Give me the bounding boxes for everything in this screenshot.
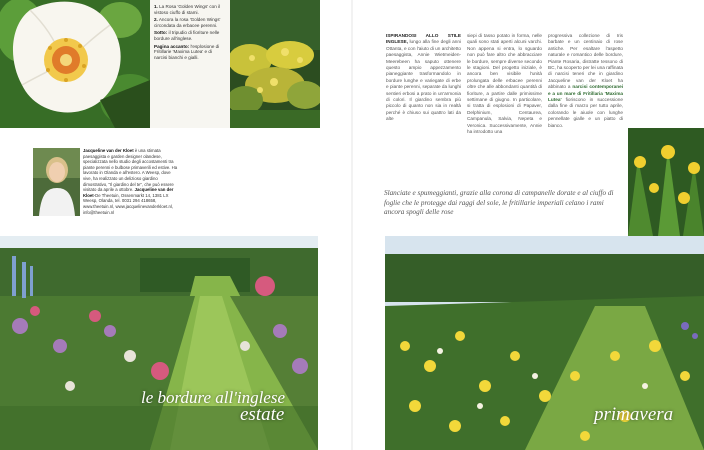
summer-title-line1: le bordure all'inglese: [141, 388, 286, 407]
page-gutter: [351, 0, 353, 450]
pull-quote: Slanciate e spumeggianti, grazie alla corona di campanelle dorate e al ciuffo di foglie che le protegge dai raggi del sole, le fritillarie imperiali celano i rami ancora spogli delle rose: [384, 189, 614, 217]
yellow-border-photo: [230, 0, 320, 128]
summer-title-line2: estate: [240, 404, 285, 425]
fritillaria-photo: [628, 128, 704, 236]
photo-caption-box: [150, 0, 230, 128]
caption-text: 1. La Rosa 'Golden Wings' con il vistoso ciuffo di stami. 2. Ancora la rosa 'Golden Wings' circondata da erbacee perenni. Sotto: il tripudio di fioriture nelle bordure all'inglese. Pagina accanto: l'esplosione di Fritillarie 'Maxima Lutea' e di narcisi bianchi e gialli.: [154, 4, 221, 60]
spring-title: primavera: [594, 404, 674, 425]
golden-wings-rose-photo: [0, 0, 150, 128]
article-column-2: siepi di tasso potato in forma, nelle quali sono stati aperti alcuni varchi. Non appena si entra, lo sguardo non può fare altro che abbracciare le bordure, sempre diverse secondo le stagioni. Del progetto iniziale, è ancora ben visibile l'unità prolungata delle erbacee perenni oltre che alle abbondanti quantità di fioriture, a partire dalle primissime settimane di giugno. In particolare, si tratta di esplosioni di Papaver, Delphinium, Centaurea, Campanula, Salvia, Nepeta e Veronica. Successivamente, Annie ha introdotto una: [467, 33, 542, 135]
author-bio: Jacqueline van der Kloet è una stimata paesaggista e garden designer olandese, specializzata nello studio degli accostamenti tra piante perenni e bulbose primaverili ed estive. Ha lavorato in Olanda e all'estero. A Weesp, dove vive, ha realizzato un delizioso giardino dimostrativo, "Il giardino del te", che può essere visitato da aprile a ottobre. Jacqueline van der Kloet-De Theetuin, Ossenmarkt 14, 1381 LX Weesp, Olanda, tel. 0031 294 418658, www.theetuin.nl, www.jacquelinevanderkloet.nl, info@theetuin.nl: [83, 148, 178, 215]
article-column-1: ISPIRANDOSI ALLO STILE INGLESE, lungo alla fine degli anni Ottanta, e con l'aiuto di un architetto paesaggista, Annie Wietmeiden-Meerebeen ha saputo ottenere questo ampio appezzamento pianeggiante trasformandolo in bordure lunghe e variegate di erbe e piante perenni, separate da lunghi sentieri erbosi a prato in un'armonia di colori. Il giardino sembra più piccolo di quanto non sia in realtà perché è chiuso sui quattro lati da alte: [386, 33, 461, 122]
article-column-3: progressiva collezione di Iris barbate e un centinaio di rose antiche. Per esaltare l'aspetto naturale e romantico delle bordure, Piante Rosaria, distratte tessono di BC, ha scoperto per lei una raffinata di narcisi teneri che in giardino Jacqueline van der Kloet ha abbinato a narcisi contemporanei e a un mare di Fritillaria 'Maxima Lutea' fioriscono in successione dalla fine di marzo per tutto aprile, colorando le aiuole con lunghe pennellate gialle e un piatto di bianco.: [548, 33, 623, 128]
author-portrait: [33, 148, 80, 216]
